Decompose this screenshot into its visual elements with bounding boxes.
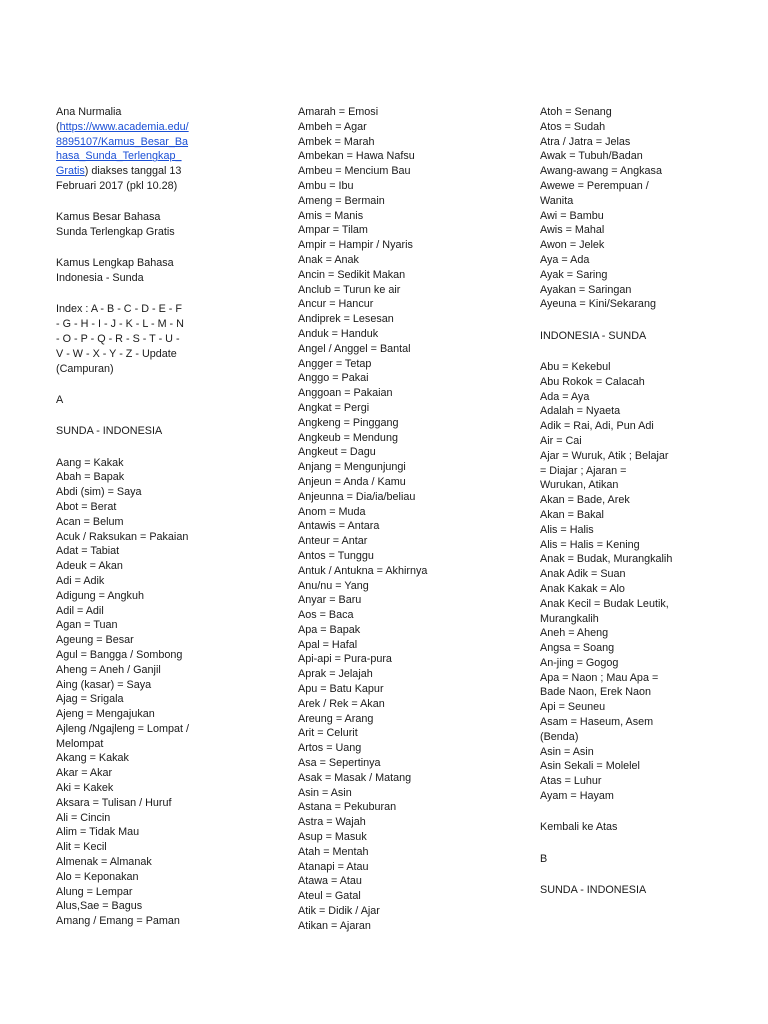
entry-list [56,456,196,930]
list-item: Angkat = Pergi [298,401,370,414]
source-link[interactable]: hasa_Sunda_Terlengkap_ [56,150,182,163]
list-item: (Benda) [540,730,579,743]
source-citation: (https://www.academia.edu/ 8895107/Kamus_Besar_Ba hasa_Sunda_Terlengkap_ Gratis) diakses tanggal 13 Februari 2017 (pkl 10.28) [56,120,196,194]
list-item: Almenak = Almanak [56,856,152,869]
list-item: Anteur = Antar [298,535,368,548]
list-item: Aheng = Aneh / Ganjil [56,663,161,676]
section-heading: INDONESIA - SUNDA [540,329,647,342]
list-item: Angsa = Soang [540,642,615,655]
list-item: Anggo = Pakai [298,372,369,385]
list-item: Ali = Cincin [56,811,111,824]
list-item: Agul = Bangga / Sombong [56,648,183,661]
list-item: Anom = Muda [298,505,366,518]
list-item: Adi = Adik [56,574,105,587]
list-item: Aing (kasar) = Saya [56,678,152,691]
list-item: Anak Adik = Suan [540,568,626,581]
list-item: Angel / Anggel = Bantal [298,342,411,355]
list-item: Ancin = Sedikit Makan [298,268,406,281]
list-item: Ambekan = Hawa Nafsu [298,150,415,163]
list-item: Ambeh = Agar [298,120,367,133]
list-item: Ambek = Marah [298,135,375,148]
list-item: Anduk = Handuk [298,327,379,340]
list-item: Api = Seuneu [540,701,606,714]
list-item: Anak Kecil = Budak Leutik, [540,597,669,610]
list-item: Acan = Belum [56,515,124,528]
list-item: Atoh = Senang [540,106,612,118]
list-item: Asin Sekali = Molelel [540,760,640,773]
list-item: Angger = Tetap [298,357,372,370]
list-item: Amarah = Emosi [298,106,379,118]
list-item: Ajar = Wuruk, Atik ; Belajar [540,449,669,462]
list-item: Asup = Masuk [298,831,367,844]
list-item: Ajag = Srigala [56,693,124,706]
list-item: Aang = Kakak [56,456,124,469]
list-item: Atikan = Ajaran [298,919,371,932]
list-item: Aprak = Jelajah [298,668,373,681]
list-item: Ambeu = Mencium Bau [298,165,411,178]
list-item: Amis = Manis [298,209,364,222]
accessed-date: ) diakses tanggal 13 [84,165,182,178]
list-item: Asam = Haseum, Asem [540,716,654,729]
list-item: Areung = Arang [298,712,374,725]
list-item: Anak = Budak, Murangkalih [540,553,673,566]
section-letter: A [56,393,64,406]
list-item: Anjeunna = Dia/ia/beliau [298,490,416,503]
entry-list [298,105,458,934]
list-item: An-jing = Gogog [540,656,619,669]
list-item: Atanapi = Atau [298,860,369,873]
source-link[interactable]: Gratis [56,165,85,178]
list-item: Anu/nu = Yang [298,579,369,592]
list-item: Angkeub = Mendung [298,431,398,444]
list-item: Adil = Adil [56,604,104,617]
list-item: Acuk / Raksukan = Pakaian [56,530,189,543]
column-3 [540,105,682,898]
list-item: Anak Kakak = Alo [540,582,625,595]
list-item: Alim = Tidak Mau [56,826,140,839]
list-item: Artos = Uang [298,742,362,755]
list-item: Awi = Bambu [540,209,604,222]
list-item: Abdi (sim) = Saya [56,486,142,499]
list-item: Akar = Akar [56,767,113,780]
list-item: Murangkalih [540,612,599,625]
list-item: Alis = Halis [540,523,594,536]
list-item: Atas = Luhur [540,775,602,788]
list-item: Abot = Berat [56,500,117,513]
list-item: Antuk / Antukna = Akhirnya [298,564,428,577]
list-item: Aki = Kakek [56,782,114,795]
list-item: Ameng = Bermain [298,194,385,207]
list-item: Adik = Rai, Adi, Pun Adi [540,420,654,433]
list-item: Anggoan = Pakaian [298,387,393,400]
list-item: Asa = Sepertinya [298,757,381,770]
list-item: Ajleng /Ngajleng = Lompat / [56,722,189,735]
list-item: Ageung = Besar [56,634,134,647]
list-item: Atra / Jatra = Jelas [540,135,631,148]
list-item: Ada = Aya [540,390,590,403]
list-item: Wanita [540,194,574,207]
list-item: Alung = Lempar [56,885,133,898]
list-item: Atah = Mentah [298,845,369,858]
list-item: Ambu = Ibu [298,179,354,192]
author-name: Ana Nurmalia [56,106,122,118]
list-item: Ayak = Saring [540,268,608,281]
entry-list [540,105,682,312]
list-item: Ayakan = Saringan [540,283,632,296]
list-item: Air = Cai [540,434,582,447]
list-item: Abu Rokok = Calacah [540,375,645,388]
list-item: Aya = Ada [540,253,590,266]
list-item: Amang / Emang = Paman [56,915,180,928]
list-item: Apu = Batu Kapur [298,683,384,696]
list-item: Adigung = Angkuh [56,589,144,602]
list-item: Abah = Bapak [56,471,125,484]
accessed-date: Februari 2017 (pkl 10.28) [56,179,178,192]
list-item: Aos = Baca [298,609,354,622]
list-item: Akan = Bakal [540,508,604,521]
list-item: Apal = Hafal [298,638,358,651]
list-item: Adat = Tabiat [56,545,120,558]
list-item: Asin = Asin [298,786,352,799]
list-item: Anyar = Baru [298,594,362,607]
title-kamus-besar: Kamus Besar Bahasa Sunda Terlengkap Gratis [56,211,175,239]
list-item: Ateul = Gatal [298,890,361,903]
list-item: Arit = Celurit [298,727,358,740]
list-item: Apa = Bapak [298,623,361,636]
list-item: Atawa = Atau [298,875,362,888]
list-item: Awang-awang = Angkasa [540,165,662,178]
list-item: Awis = Mahal [540,224,605,237]
list-item: Antos = Tunggu [298,549,374,562]
list-item: Anjang = Mengunjungi [298,461,406,474]
section-letter: B [540,852,548,865]
list-item: Ayeuna = Kini/Sekarang [540,298,656,311]
list-item: Ayam = Hayam [540,790,614,803]
list-item: Angkeut = Dagu [298,446,376,459]
list-item: Arek / Rek = Akan [298,697,385,710]
list-item: Anak = Anak [298,253,359,266]
entry-list [540,360,682,804]
alphabet-index: Index : A - B - C - D - E - F - G - H - I - J - K - L - M - N - O - P - Q - R - S - T - U - V - W - X - Y - Z - Update (Campuran) [56,303,184,375]
list-item: Alis = Halis = Kening [540,538,640,551]
list-item: Anjeun = Anda / Kamu [298,475,406,488]
list-item: Akang = Kakak [56,752,129,765]
list-item: Alit = Kecil [56,841,107,854]
list-item: Aksara = Tulisan / Huruf [56,796,172,809]
list-item: Antawis = Antara [298,520,380,533]
list-item: Bade Naon, Erek Naon [540,686,652,699]
list-item: Astra = Wajah [298,816,366,829]
source-link[interactable]: https://www.academia.edu/ [59,120,189,133]
title-kamus-lengkap: Kamus Lengkap Bahasa Indonesia - Sunda [56,257,174,285]
list-item: Angkeng = Pinggang [298,416,399,429]
column-1 [56,105,196,929]
section-heading: SUNDA - INDONESIA [540,883,647,896]
source-link[interactable]: 8895107/Kamus_Besar_Ba [56,135,189,148]
list-item: Ajeng = Mengajukan [56,708,155,721]
list-item: Awon = Jelek [540,239,605,252]
back-to-top-link[interactable]: Kembali ke Atas [540,821,618,834]
list-item: Atik = Didik / Ajar [298,905,380,918]
list-item: Akan = Bade, Arek [540,494,630,507]
list-item: Abu = Kekebul [540,360,611,373]
list-item: Agan = Tuan [56,619,118,632]
list-item: Apa = Naon ; Mau Apa = [540,671,659,684]
list-item: Atos = Sudah [540,120,606,133]
list-item: Api-api = Pura-pura [298,653,392,666]
list-item: Asin = Asin [540,745,594,758]
list-item: Aneh = Aheng [540,627,609,640]
list-item: Andiprek = Lesesan [298,313,394,326]
list-item: Awak = Tubuh/Badan [540,150,643,163]
list-item: Ampar = Tilam [298,224,368,237]
list-item: Asak = Masak / Matang [298,771,412,784]
list-item: Adalah = Nyaeta [540,405,621,418]
list-item: = Diajar ; Ajaran = [540,464,627,477]
list-item: Anclub = Turun ke air [298,283,401,296]
list-item: Ampir = Hampir / Nyaris [298,239,413,252]
list-item: Awewe = Perempuan / [540,179,649,192]
list-item: Astana = Pekuburan [298,801,397,814]
list-item: Wurukan, Atikan [540,479,619,492]
column-2 [298,105,458,934]
list-item: Alus,Sae = Bagus [56,900,143,913]
list-item: Ancur = Hancur [298,298,374,311]
list-item: Alo = Keponakan [56,870,139,883]
section-heading: SUNDA - INDONESIA [56,425,163,438]
list-item: Melompat [56,737,104,750]
list-item: Adeuk = Akan [56,560,123,573]
